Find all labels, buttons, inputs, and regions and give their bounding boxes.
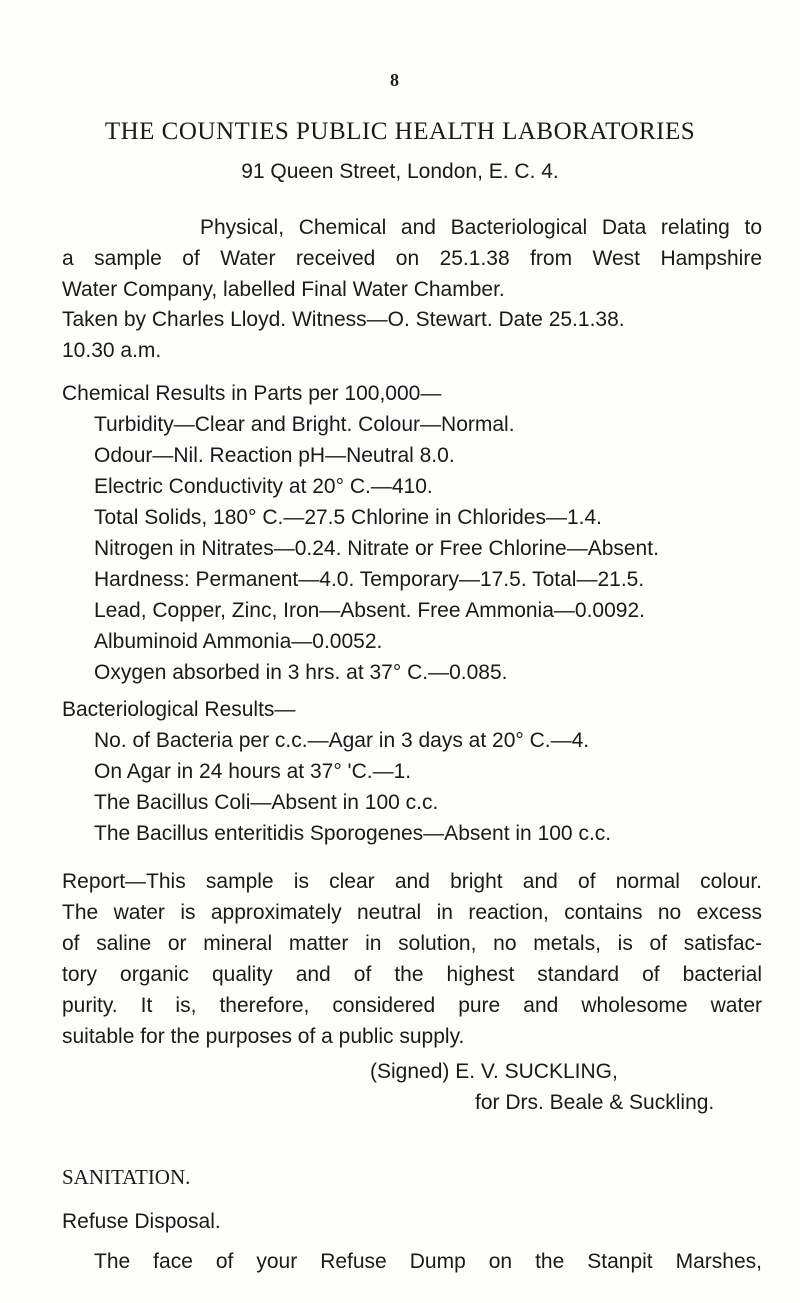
chemical-result-line: Electric Conductivity at 20° C.—410. [94, 475, 433, 498]
sanitation-line: The face of your Refuse Dump on the Stanpit Marshes, [94, 1250, 762, 1273]
report-paragraph [62, 866, 762, 1052]
laboratory-title: THE COUNTIES PUBLIC HEALTH LABORATORIES [104, 118, 696, 145]
report-line: tory organic quality and of the highest standard of bacterial [62, 963, 762, 986]
signature-firm: for Drs. Beale & Suckling. [475, 1091, 715, 1114]
laboratory-address: 91 Queen Street, London, E. C. 4. [241, 160, 559, 183]
taken-line: Taken by Charles Lloyd. Witness—O. Stewart. Date 25.1.38. [62, 308, 625, 331]
intro-paragraph [62, 212, 762, 305]
intro-line: a sample of Water received on 25.1.38 from West Hampshire [62, 247, 762, 270]
report-line: The water is approximately neutral in reaction, contains no excess [62, 901, 762, 924]
report-line: Report—This sample is clear and bright and of normal colour. [62, 870, 762, 893]
bacteriological-result-line: The Bacillus enteritidis Sporogenes—Absent in 100 c.c. [94, 822, 612, 845]
chemical-result-line: Hardness: Permanent—4.0. Temporary—17.5. Total—21.5. [94, 568, 645, 591]
chemical-result-line: Albuminoid Ammonia—0.0052. [94, 630, 383, 653]
report-line: suitable for the purposes of a public supply. [62, 1025, 465, 1048]
sanitation-paragraph [62, 1246, 762, 1277]
taken-time: 10.30 a.m. [62, 339, 162, 362]
chemical-heading: Chemical Results in Parts per 100,000— [62, 382, 442, 405]
bacteriological-result-line: No. of Bacteria per c.c.—Agar in 3 days at 20° C.—4. [94, 729, 590, 752]
sampling-details [62, 304, 762, 366]
refuse-disposal-subheading: Refuse Disposal. [62, 1210, 221, 1233]
bacteriological-result-line: The Bacillus Coli—Absent in 100 c.c. [94, 791, 439, 814]
chemical-result-line: Lead, Copper, Zinc, Iron—Absent. Free Ammonia—0.0092. [94, 599, 645, 622]
chemical-result-line: Oxygen absorbed in 3 hrs. at 37° C.—0.085. [94, 661, 508, 684]
bacteriological-heading: Bacteriological Results— [62, 698, 296, 721]
bacteriological-results [62, 694, 762, 849]
sanitation-heading: SANITATION. [62, 1165, 191, 1189]
chemical-result-line: Odour—Nil. Reaction pH—Neutral 8.0. [94, 444, 455, 467]
chemical-result-line: Total Solids, 180° C.—27.5 Chlorine in Chlorides—1.4. [94, 506, 602, 529]
report-line: purity. It is, therefore, considered pure and wholesome water [62, 994, 762, 1017]
bacteriological-result-line: On Agar in 24 hours at 37° 'C.—1. [94, 760, 412, 783]
intro-line: Water Company, labelled Final Water Chamber. [62, 278, 505, 301]
chemical-results [62, 378, 762, 688]
report-line: of saline or mineral matter in solution, no metals, is of satisfac- [62, 932, 762, 955]
chemical-result-line: Turbidity—Clear and Bright. Colour—Normal. [94, 413, 515, 436]
intro-line: Physical, Chemical and Bacteriological Data relating to [200, 216, 762, 239]
page-number: 8 [390, 70, 399, 90]
chemical-result-line: Nitrogen in Nitrates—0.24. Nitrate or Free Chlorine—Absent. [94, 537, 659, 560]
signature-name: (Signed) E. V. SUCKLING, [370, 1060, 618, 1083]
